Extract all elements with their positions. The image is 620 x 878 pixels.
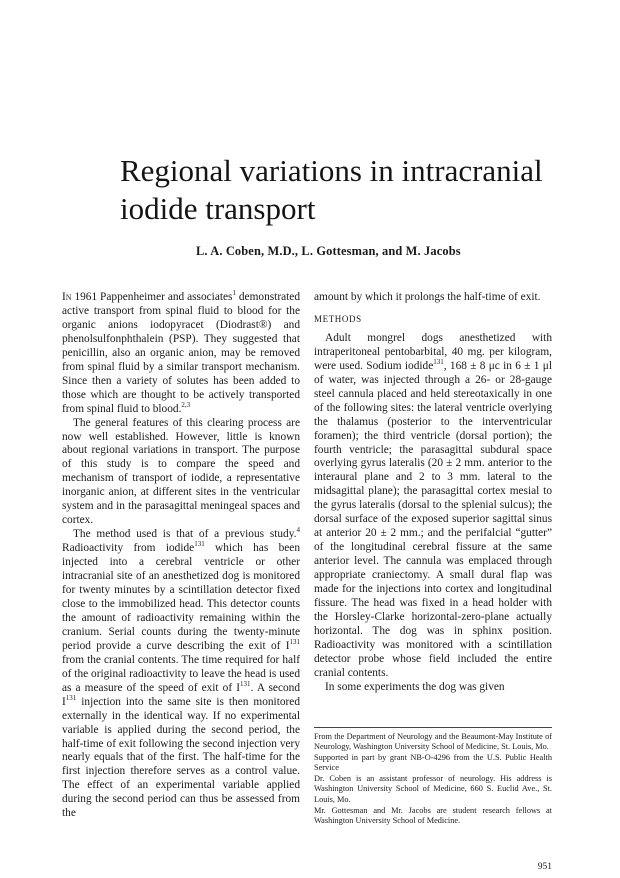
footnotes bbox=[314, 727, 552, 827]
article-title: Regional variations in intracranial iodide transport bbox=[120, 153, 543, 226]
methods-paragraph bbox=[314, 332, 552, 681]
intro-text-b: demonstrated active transport from spinal fluid to blood for the organic anions iodopyracet (Diodrast®) and phenolsulfonphthalein (PSP). They suggested that penicillin, also an organic anion, may be removed from spinal fluid by a similar transport mechanism. Since then a variety of solutes has been added to those which are thought to be actively transported from spinal fluid to blood. bbox=[62, 291, 300, 415]
method-text-c: which has been injected into a cerebral ventricle or other intracranial site of an anesthetized dog is monitored for twenty minutes by a scintillation detector fixed close to the immobilized head. This detector counts the amount of radioactivity remaining within the cranium. Serial counts during the twenty-minute period provide a curve describing the exit of I bbox=[62, 542, 301, 652]
method-paragraph bbox=[62, 528, 300, 821]
left-column bbox=[62, 291, 300, 821]
experiments-paragraph: In some experiments the dog was given bbox=[325, 680, 505, 693]
method-text-a: The method used is that of a previous study. bbox=[73, 528, 297, 541]
author-line: L. A. Coben, M.D., L. Gottesman, and M. Jacobs bbox=[196, 244, 461, 258]
footnote-author-address: Dr. Coben is an assistant professor of neurology. His address is Washington University School of Medicine, 660 S. Euclid Ave., St. Louis, Mo. bbox=[314, 774, 552, 804]
isotope-superscript: 131 bbox=[194, 540, 205, 549]
isotope-superscript: 131 bbox=[433, 357, 444, 366]
method-text-d: from the cranial contents. The time required for half of the original radioactivity to leave the head is used as a measure of the speed of exit of I bbox=[62, 653, 300, 694]
clearing-paragraph: The general features of this clearing process are now well established. However, little is known about regional variations in transport. The purpose of this study is to compare the speed and mechanism of transport of iodide, a representative inorganic anion, at different sites in the ventricular system and in the parasagittal meningeal spaces and cortex. bbox=[62, 416, 300, 527]
method-text-e: . A second I bbox=[62, 681, 300, 708]
isotope-superscript: 131 bbox=[240, 679, 251, 688]
opening-word: In bbox=[62, 291, 72, 303]
method-text-b: Radioactivity from iodide bbox=[62, 542, 195, 555]
footnote-fellows: Mr. Gottesman and Mr. Jacobs are student research fellows at Washington University School of Medicine. bbox=[314, 805, 552, 825]
method-paragraph-continued: amount by which it prolongs the half-time of exit. bbox=[314, 291, 541, 303]
page-number: 951 bbox=[537, 862, 552, 872]
methods-heading: METHODS bbox=[314, 313, 362, 324]
reference-marker: 1 bbox=[232, 289, 236, 297]
reference-marker: 2,3 bbox=[181, 400, 191, 409]
methods-text-b: , 168 ± 8 μc in 6 ± 1 μl of water, was injected through a 26- or 28-gauge steel cannula placed and held stereotaxically in one of the following sites: the lateral ventricle overlying the thalamus (posterior to the interventricular foramen); the third ventricle (dorsal portion); the fourth ventricle; the parasagittal subdural space overlying gyrus lateralis (20 ± 2 mm. anterior to the interaural plane and 2 to 3 mm. lateral to the midsagittal plane); the parasagittal cortex mesial to the gyrus lateralis (dorsal to the splenial sulcus); the dorsal surface of the exposed superior sagittal sinus at anterior 20 ± 2 mm.; and the perifalcial “gutter” of the longitudinal cerebral fissure at the same anterior level. The cannula was emplaced through appropriate craniectomy. A small dural flap was made for the injections into cortex and longitudinal fissure. The head was fixed in a head holder with the Horsley-Clarke horizontal-zero-plane actually horizontal. The dog was in sphinx position. Radioactivity was monitored with a scintillation detector probe whose field included the entire cranial contents. bbox=[314, 359, 552, 679]
method-text-f: injection into the same site is then monitored externally in the identical way. If no experimental variable is applied during the second period, the half-time of exit following the second injection very nearly equals that of the first. The half-time for the first injection therefore serves as a control value. The effect of an experimental variable applied during the second period can thus be assessed from the bbox=[62, 695, 300, 820]
footnote-grant: Supported in part by grant NB-O-4296 from the U.S. Public Health Service bbox=[314, 753, 552, 773]
footnote-affiliation: From the Department of Neurology and the Beaumont-May Institute of Neurology, Washington University School of Medicine, St. Louis, Mo. bbox=[314, 732, 552, 752]
isotope-superscript: 131 bbox=[289, 637, 300, 646]
right-column bbox=[314, 291, 552, 695]
isotope-superscript: 131 bbox=[65, 693, 77, 702]
reference-marker: 4 bbox=[296, 526, 300, 535]
intro-paragraph bbox=[62, 291, 300, 417]
intro-text-a: 1961 Pappenheimer and associates bbox=[71, 291, 233, 303]
methods-text-a: Adult mongrel dogs anesthetized with intraperitoneal pentobarbital, 40 mg. per kilogram, were used. Sodium iodide bbox=[314, 331, 552, 372]
